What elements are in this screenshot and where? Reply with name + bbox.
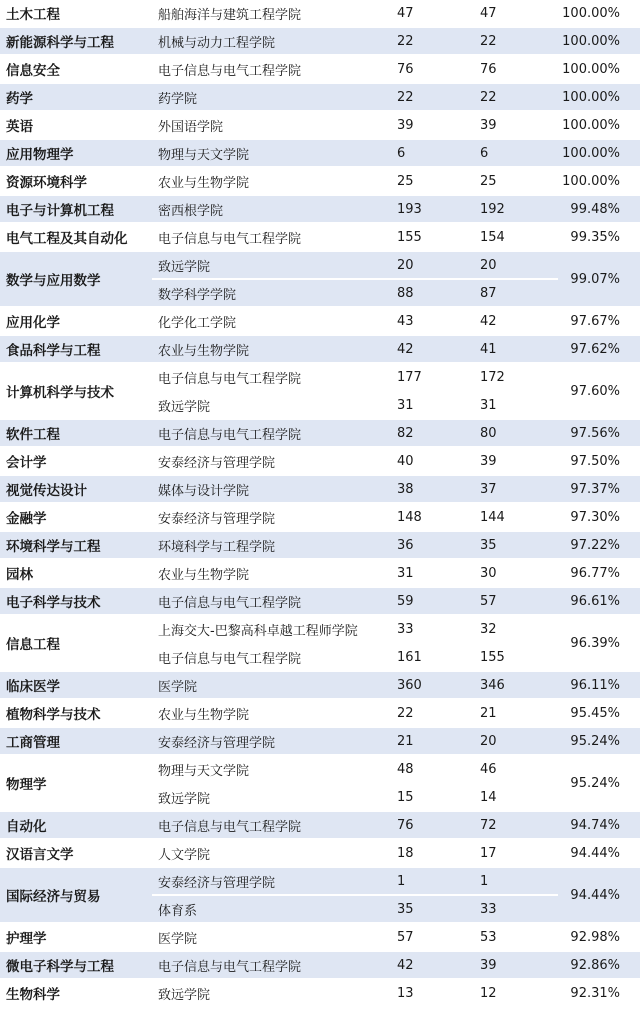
employed-count-cell: 41 <box>475 335 558 363</box>
employed-count-cell: 57 <box>475 587 558 615</box>
major-name-cell: 国际经济与贸易 <box>0 867 152 923</box>
employment-rate-cell: 100.00% <box>558 139 640 167</box>
graduates-count-cell: 38 <box>392 475 475 503</box>
employed-count-cell: 33 <box>475 895 558 923</box>
employment-rate-cell: 95.24% <box>558 755 640 811</box>
table-row <box>0 167 640 195</box>
employment-rate-cell: 97.62% <box>558 335 640 363</box>
graduates-count-cell: 155 <box>392 223 475 251</box>
major-name-cell: 工商管理 <box>0 727 152 755</box>
employed-count-cell: 12 <box>475 979 558 1007</box>
employed-count-cell: 37 <box>475 475 558 503</box>
employed-count-cell: 30 <box>475 559 558 587</box>
school-name-cell: 电子信息与电气工程学院 <box>152 419 392 447</box>
graduates-count-cell: 76 <box>392 55 475 83</box>
table-row <box>0 0 640 27</box>
school-name-cell: 外国语学院 <box>152 111 392 139</box>
employed-count-cell: 25 <box>475 167 558 195</box>
graduates-count-cell: 193 <box>392 195 475 223</box>
graduates-count-cell: 39 <box>392 111 475 139</box>
employed-count-cell: 192 <box>475 195 558 223</box>
major-name-cell: 信息工程 <box>0 615 152 671</box>
employed-count-cell: 39 <box>475 111 558 139</box>
school-name-cell: 安泰经济与管理学院 <box>152 867 392 895</box>
school-name-cell: 物理与天文学院 <box>152 755 392 783</box>
employment-rate-cell: 99.07% <box>558 251 640 307</box>
employed-count-cell: 14 <box>475 783 558 811</box>
employed-count-cell: 53 <box>475 923 558 951</box>
employment-rate-cell: 97.60% <box>558 363 640 419</box>
school-name-cell: 致远学院 <box>152 391 392 419</box>
school-name-cell: 电子信息与电气工程学院 <box>152 811 392 839</box>
school-name-cell: 体育系 <box>152 895 392 923</box>
table-row <box>0 475 640 503</box>
graduates-count-cell: 6 <box>392 139 475 167</box>
major-name-cell: 金融学 <box>0 503 152 531</box>
school-name-cell: 药学院 <box>152 83 392 111</box>
graduates-count-cell: 22 <box>392 699 475 727</box>
school-name-cell: 密西根学院 <box>152 195 392 223</box>
employment-rate-cell: 100.00% <box>558 167 640 195</box>
employment-rate-cell: 92.31% <box>558 979 640 1007</box>
employment-rate-cell: 100.00% <box>558 83 640 111</box>
major-name-cell: 园林 <box>0 559 152 587</box>
school-name-cell: 安泰经济与管理学院 <box>152 447 392 475</box>
employed-count-cell: 17 <box>475 839 558 867</box>
school-name-cell: 媒体与设计学院 <box>152 475 392 503</box>
employment-rate-cell: 96.77% <box>558 559 640 587</box>
graduates-count-cell: 31 <box>392 391 475 419</box>
major-name-cell: 护理学 <box>0 923 152 951</box>
employment-rate-cell: 94.44% <box>558 839 640 867</box>
employment-rate-cell: 100.00% <box>558 55 640 83</box>
employed-count-cell: 21 <box>475 699 558 727</box>
school-name-cell: 电子信息与电气工程学院 <box>152 587 392 615</box>
graduates-count-cell: 33 <box>392 615 475 643</box>
employment-rate-cell: 99.48% <box>558 195 640 223</box>
table-row <box>0 979 640 1007</box>
school-name-cell: 农业与生物学院 <box>152 559 392 587</box>
employed-count-cell: 1 <box>475 867 558 895</box>
employment-rate-cell: 96.39% <box>558 615 640 671</box>
employed-count-cell: 72 <box>475 811 558 839</box>
employed-count-cell: 31 <box>475 391 558 419</box>
employment-rate-cell: 99.35% <box>558 223 640 251</box>
table-row <box>0 335 640 363</box>
employment-rate-cell: 94.74% <box>558 811 640 839</box>
employed-count-cell: 42 <box>475 307 558 335</box>
graduates-count-cell: 42 <box>392 951 475 979</box>
table-row <box>0 867 640 895</box>
major-name-cell: 生物科学 <box>0 979 152 1007</box>
school-name-cell: 医学院 <box>152 923 392 951</box>
table-row <box>0 503 640 531</box>
table-row <box>0 699 640 727</box>
employment-rate-cell: 92.86% <box>558 951 640 979</box>
employment-rate-cell: 95.24% <box>558 727 640 755</box>
school-name-cell: 农业与生物学院 <box>152 167 392 195</box>
table-row <box>0 83 640 111</box>
employment-rate-cell: 94.44% <box>558 867 640 923</box>
graduates-count-cell: 161 <box>392 643 475 671</box>
employment-rate-cell: 97.56% <box>558 419 640 447</box>
major-name-cell: 微电子科学与工程 <box>0 951 152 979</box>
table-row <box>0 251 640 279</box>
graduates-count-cell: 48 <box>392 755 475 783</box>
school-name-cell: 人文学院 <box>152 839 392 867</box>
employment-rate-cell: 96.61% <box>558 587 640 615</box>
graduates-count-cell: 36 <box>392 531 475 559</box>
school-name-cell: 电子信息与电气工程学院 <box>152 951 392 979</box>
major-name-cell: 会计学 <box>0 447 152 475</box>
school-name-cell: 电子信息与电气工程学院 <box>152 363 392 391</box>
graduates-count-cell: 59 <box>392 587 475 615</box>
school-name-cell: 致远学院 <box>152 251 392 279</box>
table-row <box>0 839 640 867</box>
major-name-cell: 电子与计算机工程 <box>0 195 152 223</box>
major-name-cell: 物理学 <box>0 755 152 811</box>
major-name-cell: 应用物理学 <box>0 139 152 167</box>
graduates-count-cell: 31 <box>392 559 475 587</box>
major-name-cell: 英语 <box>0 111 152 139</box>
school-name-cell: 电子信息与电气工程学院 <box>152 55 392 83</box>
school-name-cell: 环境科学与工程学院 <box>152 531 392 559</box>
employed-count-cell: 87 <box>475 279 558 307</box>
graduates-count-cell: 148 <box>392 503 475 531</box>
employed-count-cell: 144 <box>475 503 558 531</box>
employed-count-cell: 154 <box>475 223 558 251</box>
table-row <box>0 419 640 447</box>
graduates-count-cell: 88 <box>392 279 475 307</box>
major-name-cell: 土木工程 <box>0 0 152 27</box>
major-name-cell: 电气工程及其自动化 <box>0 223 152 251</box>
major-name-cell: 自动化 <box>0 811 152 839</box>
graduates-count-cell: 35 <box>392 895 475 923</box>
major-name-cell: 计算机科学与技术 <box>0 363 152 419</box>
employment-rate-cell: 100.00% <box>558 0 640 27</box>
graduates-count-cell: 40 <box>392 447 475 475</box>
graduates-count-cell: 18 <box>392 839 475 867</box>
major-name-cell: 新能源科学与工程 <box>0 27 152 55</box>
graduates-count-cell: 20 <box>392 251 475 279</box>
graduates-count-cell: 177 <box>392 363 475 391</box>
employed-count-cell: 39 <box>475 447 558 475</box>
table-row <box>0 363 640 391</box>
school-name-cell: 致远学院 <box>152 979 392 1007</box>
employed-count-cell: 22 <box>475 27 558 55</box>
employed-count-cell: 47 <box>475 0 558 27</box>
major-name-cell: 汉语言文学 <box>0 839 152 867</box>
employment-rate-cell: 97.30% <box>558 503 640 531</box>
major-name-cell: 药学 <box>0 83 152 111</box>
table-row <box>0 811 640 839</box>
major-name-cell: 软件工程 <box>0 419 152 447</box>
school-name-cell: 安泰经济与管理学院 <box>152 503 392 531</box>
graduates-count-cell: 1 <box>392 867 475 895</box>
employed-count-cell: 76 <box>475 55 558 83</box>
major-name-cell: 信息安全 <box>0 55 152 83</box>
major-name-cell: 临床医学 <box>0 671 152 699</box>
major-name-cell: 环境科学与工程 <box>0 531 152 559</box>
employment-rate-cell: 96.11% <box>558 671 640 699</box>
major-name-cell: 植物科学与技术 <box>0 699 152 727</box>
table-row <box>0 755 640 783</box>
school-name-cell: 化学化工学院 <box>152 307 392 335</box>
graduates-count-cell: 15 <box>392 783 475 811</box>
school-name-cell: 电子信息与电气工程学院 <box>152 643 392 671</box>
graduates-count-cell: 57 <box>392 923 475 951</box>
graduates-count-cell: 360 <box>392 671 475 699</box>
employment-rate-cell: 92.98% <box>558 923 640 951</box>
table-row <box>0 727 640 755</box>
employment-rate-cell: 95.45% <box>558 699 640 727</box>
graduates-count-cell: 82 <box>392 419 475 447</box>
major-name-cell: 食品科学与工程 <box>0 335 152 363</box>
table-row <box>0 671 640 699</box>
employment-rate-cell: 97.37% <box>558 475 640 503</box>
employment-rate-cell: 100.00% <box>558 111 640 139</box>
employed-count-cell: 32 <box>475 615 558 643</box>
school-name-cell: 农业与生物学院 <box>152 699 392 727</box>
table-row <box>0 923 640 951</box>
major-name-cell: 数学与应用数学 <box>0 251 152 307</box>
employment-rate-cell: 97.67% <box>558 307 640 335</box>
employment-rate-cell: 97.50% <box>558 447 640 475</box>
table-row <box>0 223 640 251</box>
school-name-cell: 上海交大-巴黎高科卓越工程师学院 <box>152 615 392 643</box>
employed-count-cell: 172 <box>475 363 558 391</box>
table-row <box>0 139 640 167</box>
employed-count-cell: 20 <box>475 727 558 755</box>
employed-count-cell: 46 <box>475 755 558 783</box>
employment-rate-cell: 97.22% <box>558 531 640 559</box>
school-name-cell: 船舶海洋与建筑工程学院 <box>152 0 392 27</box>
employment-rate-cell: 100.00% <box>558 27 640 55</box>
graduates-count-cell: 22 <box>392 83 475 111</box>
school-name-cell: 安泰经济与管理学院 <box>152 727 392 755</box>
graduates-count-cell: 22 <box>392 27 475 55</box>
table-row <box>0 307 640 335</box>
employed-count-cell: 22 <box>475 83 558 111</box>
table-row <box>0 55 640 83</box>
table-row <box>0 951 640 979</box>
table-row <box>0 27 640 55</box>
school-name-cell: 机械与动力工程学院 <box>152 27 392 55</box>
table-row <box>0 111 640 139</box>
employed-count-cell: 346 <box>475 671 558 699</box>
employed-count-cell: 6 <box>475 139 558 167</box>
graduates-count-cell: 43 <box>392 307 475 335</box>
table-row <box>0 531 640 559</box>
table-row <box>0 447 640 475</box>
school-name-cell: 致远学院 <box>152 783 392 811</box>
graduates-count-cell: 21 <box>392 727 475 755</box>
major-name-cell: 资源环境科学 <box>0 167 152 195</box>
school-name-cell: 医学院 <box>152 671 392 699</box>
graduates-count-cell: 25 <box>392 167 475 195</box>
graduates-count-cell: 13 <box>392 979 475 1007</box>
major-name-cell: 应用化学 <box>0 307 152 335</box>
table-row <box>0 615 640 643</box>
employed-count-cell: 80 <box>475 419 558 447</box>
graduates-count-cell: 76 <box>392 811 475 839</box>
employed-count-cell: 20 <box>475 251 558 279</box>
employed-count-cell: 155 <box>475 643 558 671</box>
major-name-cell: 视觉传达设计 <box>0 475 152 503</box>
school-name-cell: 数学科学学院 <box>152 279 392 307</box>
major-name-cell: 电子科学与技术 <box>0 587 152 615</box>
school-name-cell: 农业与生物学院 <box>152 335 392 363</box>
employed-count-cell: 35 <box>475 531 558 559</box>
table-row <box>0 195 640 223</box>
employed-count-cell: 39 <box>475 951 558 979</box>
table-row <box>0 559 640 587</box>
school-name-cell: 电子信息与电气工程学院 <box>152 223 392 251</box>
graduates-count-cell: 42 <box>392 335 475 363</box>
graduates-count-cell: 47 <box>392 0 475 27</box>
school-name-cell: 物理与天文学院 <box>152 139 392 167</box>
table-row <box>0 587 640 615</box>
